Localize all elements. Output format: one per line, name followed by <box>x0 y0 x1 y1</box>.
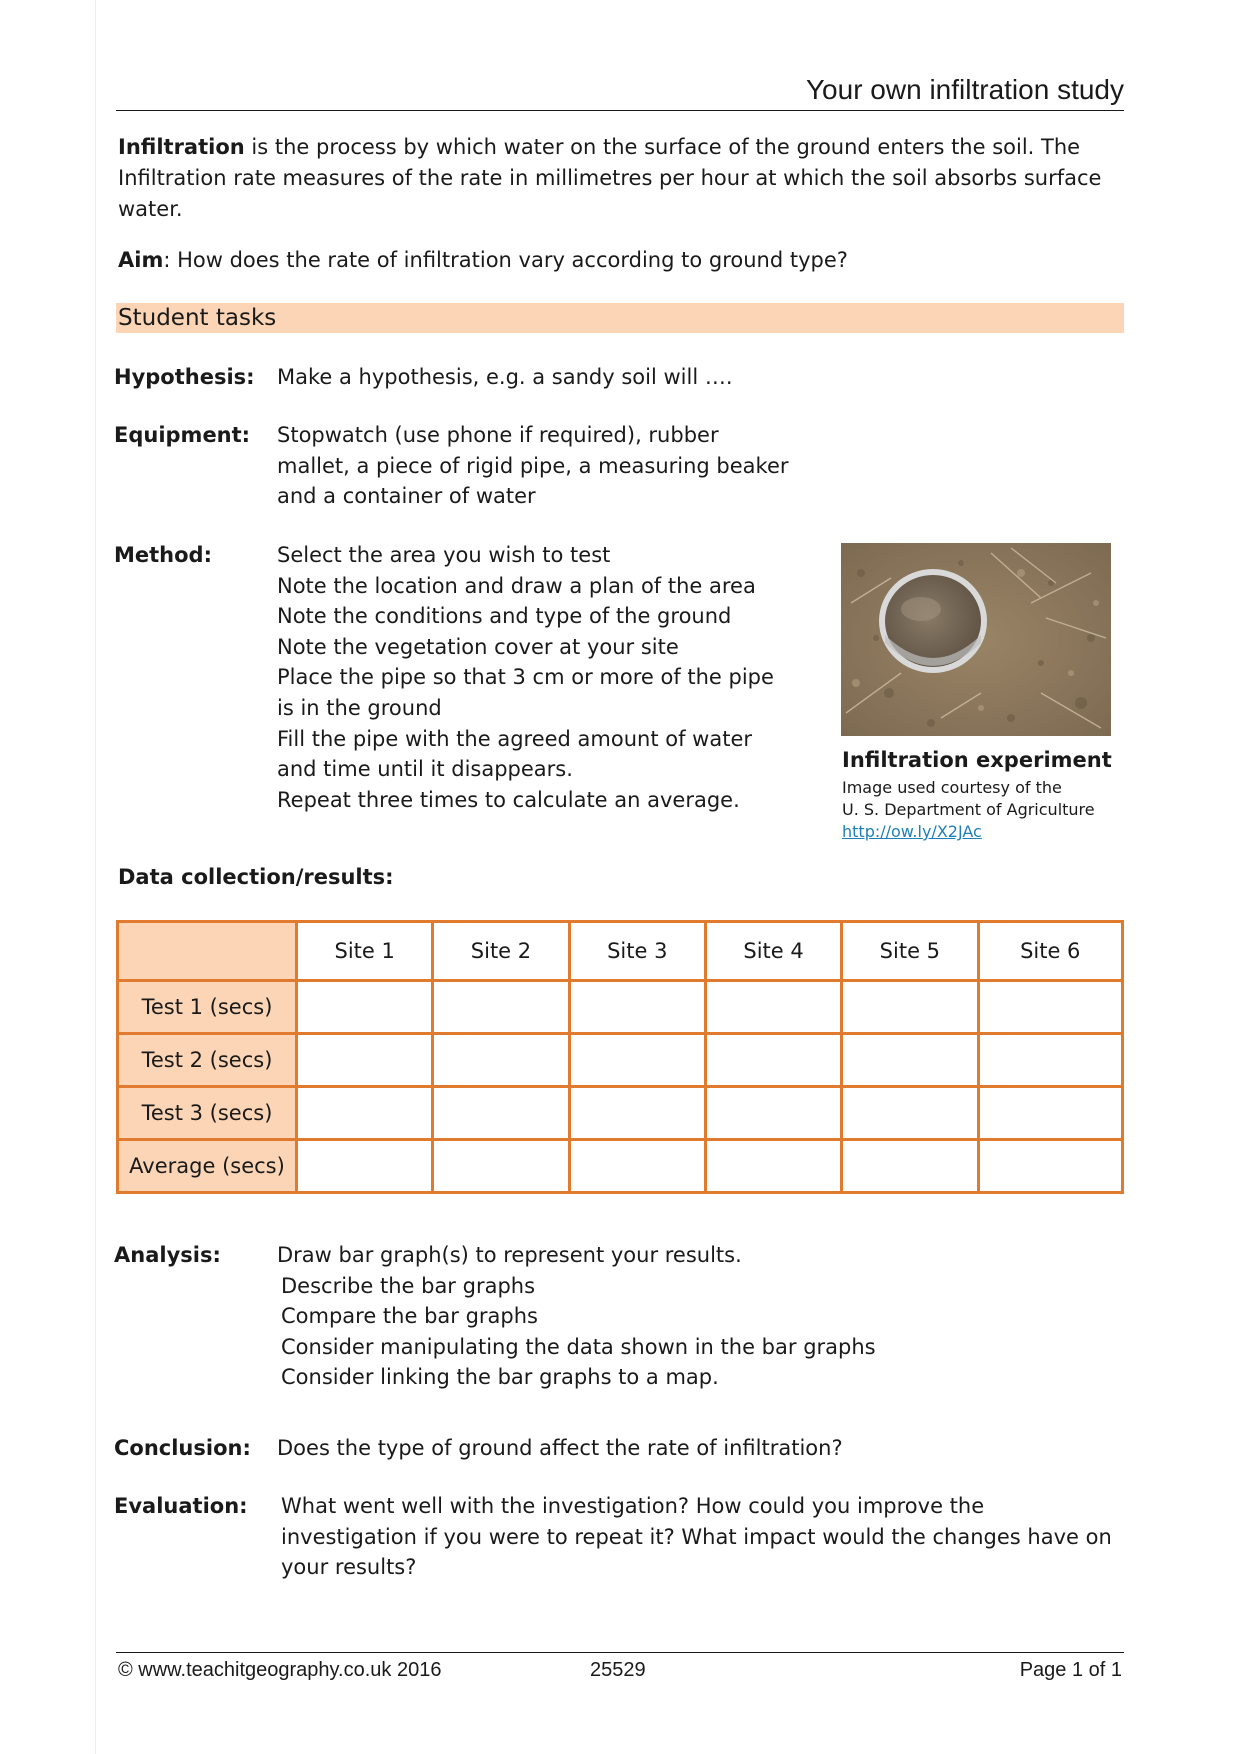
table-cell[interactable] <box>297 1140 433 1193</box>
equipment-body <box>277 420 789 512</box>
hypothesis-label: Hypothesis: <box>114 365 255 389</box>
table-cell[interactable] <box>297 1034 433 1087</box>
evaluation-label: Evaluation: <box>114 1494 248 1518</box>
intro-text: is the process by which water on the surface of the ground enters the soil. The Infiltration rate measures of the rate in millimetres per hour at which the soil absorbs surface water. <box>118 135 1102 221</box>
header-rule <box>116 110 1124 111</box>
table-column-header: Site 3 <box>569 922 705 981</box>
table-cell[interactable] <box>978 981 1123 1034</box>
photo-caption-source: U. S. Department of Agriculture <box>842 800 1095 819</box>
evaluation-line: your results? <box>281 1555 417 1580</box>
table-cell[interactable] <box>842 1034 978 1087</box>
infiltration-experiment-photo <box>841 543 1111 736</box>
equipment-line: mallet, a piece of rigid pipe, a measuring beaker <box>277 453 789 478</box>
table-cell[interactable] <box>433 1087 569 1140</box>
method-line: Place the pipe so that 3 cm or more of the pipe <box>277 665 774 690</box>
method-line: is in the ground <box>277 695 442 720</box>
table-cell[interactable] <box>433 1140 569 1193</box>
analysis-label: Analysis: <box>114 1243 221 1267</box>
table-column-header: Site 2 <box>433 922 569 981</box>
table-cell[interactable] <box>978 1034 1123 1087</box>
table-cell[interactable] <box>705 1034 841 1087</box>
results-table <box>116 920 1124 1194</box>
analysis-line: Draw bar graph(s) to represent your results. <box>277 1243 742 1267</box>
evaluation-line: investigation if you were to repeat it? What impact would the changes have on <box>281 1524 1112 1549</box>
table-cell[interactable] <box>705 981 841 1034</box>
table-row-header: Average (secs) <box>118 1140 297 1193</box>
method-line: Note the location and draw a plan of the area <box>277 573 756 598</box>
table-column-header: Site 1 <box>297 922 433 981</box>
footer-resource-code: 25529 <box>590 1659 646 1681</box>
table-row <box>118 981 1123 1034</box>
table-header-row <box>118 922 1123 981</box>
method-line: and time until it disappears. <box>277 757 573 782</box>
method-line: Note the conditions and type of the ground <box>277 604 732 629</box>
footer-rule <box>116 1652 1124 1653</box>
table-row-header: Test 2 (secs) <box>118 1034 297 1087</box>
table-cell[interactable] <box>978 1140 1123 1193</box>
table-cell[interactable] <box>842 981 978 1034</box>
footer-page-number: Page 1 of 1 <box>1019 1659 1122 1681</box>
table-cell[interactable] <box>569 1087 705 1140</box>
table-cell[interactable] <box>705 1087 841 1140</box>
aim-label: Aim <box>118 248 164 272</box>
table-column-header: Site 6 <box>978 922 1123 981</box>
photo-caption-title: Infiltration experiment <box>842 748 1112 772</box>
table-cell[interactable] <box>978 1087 1123 1140</box>
aim-paragraph <box>118 245 1118 276</box>
table-cell[interactable] <box>297 1087 433 1140</box>
conclusion-body <box>277 1433 843 1464</box>
table-cell[interactable] <box>842 1140 978 1193</box>
hypothesis-line: Make a hypothesis, e.g. a sandy soil will …. <box>277 365 733 389</box>
table-cell[interactable] <box>433 1034 569 1087</box>
page-title: Your own infiltration study <box>805 74 1124 105</box>
student-tasks-banner <box>116 303 1124 333</box>
evaluation-line: What went well with the investigation? How could you improve the <box>281 1494 985 1518</box>
footer-copyright: © www.teachitgeography.co.uk 2016 <box>118 1659 442 1681</box>
data-collection-heading: Data collection/results: <box>118 865 394 889</box>
table-column-header: Site 5 <box>842 922 978 981</box>
equipment-label: Equipment: <box>114 423 251 447</box>
aim-text: : How does the rate of infiltration vary according to ground type? <box>163 248 848 272</box>
table-row <box>118 1087 1123 1140</box>
table-cell[interactable] <box>569 1140 705 1193</box>
table-column-header: Site 4 <box>705 922 841 981</box>
analysis-line: Describe the bar graphs <box>281 1273 536 1298</box>
table-cell[interactable] <box>705 1140 841 1193</box>
method-line: Fill the pipe with the agreed amount of water <box>277 726 752 751</box>
evaluation-body <box>281 1491 1112 1583</box>
method-label: Method: <box>114 543 212 567</box>
intro-paragraph <box>118 132 1118 225</box>
photo-source-link[interactable]: http://ow.ly/X2JAc <box>842 822 982 841</box>
table-cell[interactable] <box>569 981 705 1034</box>
conclusion-label: Conclusion: <box>114 1436 251 1460</box>
photo-caption-credit: Image used courtesy of the <box>842 778 1062 797</box>
student-tasks-heading: Student tasks <box>118 305 277 331</box>
hypothesis-body <box>277 362 733 393</box>
table-row-header: Test 1 (secs) <box>118 981 297 1034</box>
intro-term: Infiltration <box>118 135 245 159</box>
table-cell[interactable] <box>297 981 433 1034</box>
table-row <box>118 1140 1123 1193</box>
method-line: Repeat three times to calculate an average. <box>277 787 740 812</box>
table-corner-cell <box>118 922 297 981</box>
table-cell[interactable] <box>433 981 569 1034</box>
conclusion-line: Does the type of ground affect the rate of infiltration? <box>277 1436 843 1460</box>
analysis-line: Consider manipulating the data shown in the bar graphs <box>281 1334 876 1359</box>
method-body <box>277 540 774 815</box>
equipment-line: Stopwatch (use phone if required), rubber <box>277 423 719 447</box>
analysis-body <box>277 1240 876 1393</box>
method-line: Note the vegetation cover at your site <box>277 634 679 659</box>
table-cell[interactable] <box>842 1087 978 1140</box>
analysis-line: Consider linking the bar graphs to a map. <box>281 1365 719 1390</box>
equipment-line: and a container of water <box>277 484 536 509</box>
analysis-line: Compare the bar graphs <box>281 1304 538 1329</box>
table-row-header: Test 3 (secs) <box>118 1087 297 1140</box>
method-line: Select the area you wish to test <box>277 543 611 567</box>
page-edge <box>95 0 96 1754</box>
table-cell[interactable] <box>569 1034 705 1087</box>
table-row <box>118 1034 1123 1087</box>
